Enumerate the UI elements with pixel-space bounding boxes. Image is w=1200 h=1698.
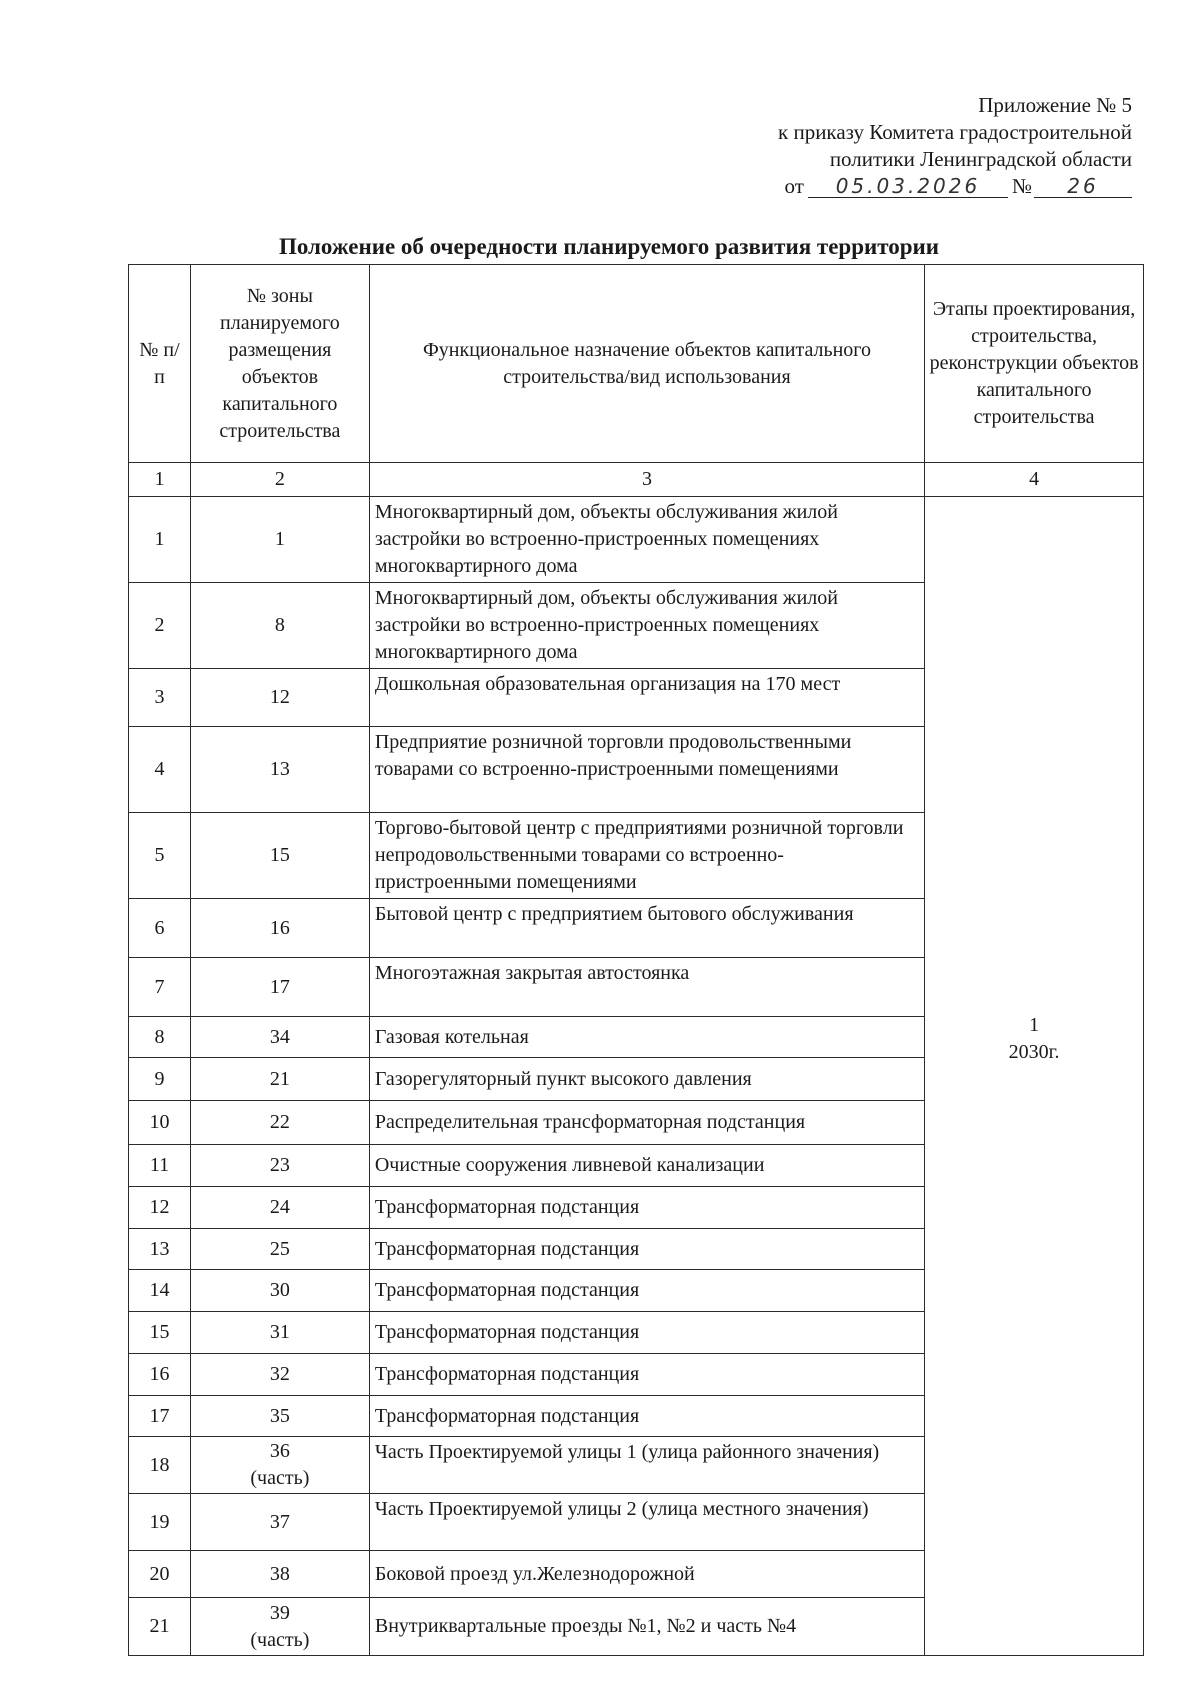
appendix-header bbox=[612, 92, 1132, 200]
stage-cell bbox=[925, 497, 1144, 1656]
zone-number: 39 bbox=[269, 1601, 290, 1624]
row-number: 6 bbox=[129, 899, 191, 958]
function-text: Внутриквартальные проезды №1, №2 и часть №4 bbox=[369, 1598, 924, 1656]
order-number: 26 bbox=[1034, 175, 1132, 198]
function-text: Газовая котельная bbox=[369, 1017, 924, 1058]
column-number: 1 bbox=[129, 463, 191, 497]
function-text: Многоэтажная закрытая автостоянка bbox=[369, 958, 924, 1017]
function-text: Торгово-бытовой центр с предприятиями розничной торговли непродовольственными товарами со встроенно-пристроенными помещениями bbox=[369, 813, 924, 899]
zone-note: (часть) bbox=[250, 1628, 310, 1651]
zone-number: 23 bbox=[190, 1145, 369, 1187]
zone-number: 1 bbox=[190, 497, 369, 583]
row-number: 2 bbox=[129, 583, 191, 669]
column-number: 2 bbox=[190, 463, 369, 497]
row-number: 5 bbox=[129, 813, 191, 899]
function-text: Трансформаторная подстанция bbox=[369, 1396, 924, 1437]
zone-number: 30 bbox=[190, 1270, 369, 1312]
row-number: 19 bbox=[129, 1494, 191, 1551]
zone-number: 34 bbox=[190, 1017, 369, 1058]
table-row bbox=[129, 497, 1144, 583]
function-text: Боковой проезд ул.Железнодорожной bbox=[369, 1551, 924, 1598]
zone-number: 35 bbox=[190, 1396, 369, 1437]
zone-number: 37 bbox=[190, 1494, 369, 1551]
stage-number: 1 bbox=[1029, 1014, 1040, 1036]
zone-number: 8 bbox=[190, 583, 369, 669]
col-header-zone: № зоны планируемого размещения объектов капитального строительства bbox=[190, 265, 369, 463]
row-number: 17 bbox=[129, 1396, 191, 1437]
row-number: 16 bbox=[129, 1354, 191, 1396]
zone-number: 24 bbox=[190, 1187, 369, 1229]
zone-note: (часть) bbox=[250, 1467, 310, 1489]
development-stages-table bbox=[128, 264, 1144, 1656]
column-number: 3 bbox=[369, 463, 924, 497]
zone-number: 16 bbox=[190, 899, 369, 958]
row-number: 9 bbox=[129, 1058, 191, 1101]
number-prefix: № bbox=[1011, 174, 1032, 198]
column-numbers-row bbox=[129, 463, 1144, 497]
function-text: Распределительная трансформаторная подстанция bbox=[369, 1101, 924, 1145]
function-text: Многоквартирный дом, объекты обслуживания жилой застройки во встроенно-пристроенных помещениях многоквартирного дома bbox=[369, 583, 924, 669]
order-reference-line: к приказу Комитета градостроительной bbox=[778, 120, 1132, 144]
col-header-number: № п/п bbox=[129, 265, 191, 463]
function-text: Трансформаторная подстанция bbox=[369, 1312, 924, 1354]
function-text: Часть Проектируемой улицы 1 (улица районного значения) bbox=[369, 1437, 924, 1494]
zone-number: 17 bbox=[190, 958, 369, 1017]
zone-cell bbox=[190, 1437, 369, 1494]
row-number: 12 bbox=[129, 1187, 191, 1229]
zone-number: 21 bbox=[190, 1058, 369, 1101]
order-date-line bbox=[612, 173, 1132, 200]
row-number: 20 bbox=[129, 1551, 191, 1598]
row-number: 13 bbox=[129, 1229, 191, 1270]
row-number: 10 bbox=[129, 1101, 191, 1145]
row-number: 21 bbox=[129, 1598, 191, 1656]
zone-number: 22 bbox=[190, 1101, 369, 1145]
row-number: 3 bbox=[129, 669, 191, 727]
appendix-label: Приложение № 5 bbox=[978, 93, 1132, 117]
function-text: Очистные сооружения ливневой канализации bbox=[369, 1145, 924, 1187]
function-text: Часть Проектируемой улицы 2 (улица местного значения) bbox=[369, 1494, 924, 1551]
zone-number: 12 bbox=[190, 669, 369, 727]
zone-number: 38 bbox=[190, 1551, 369, 1598]
row-number: 14 bbox=[129, 1270, 191, 1312]
zone-number: 31 bbox=[190, 1312, 369, 1354]
committee-line: политики Ленинградской области bbox=[829, 147, 1132, 171]
zone-number: 36 bbox=[269, 1440, 290, 1462]
row-number: 4 bbox=[129, 727, 191, 813]
table-header-row bbox=[129, 265, 1144, 463]
document-title: Положение об очередности планируемого развития территории bbox=[278, 234, 940, 259]
function-text: Трансформаторная подстанция bbox=[369, 1187, 924, 1229]
row-number: 1 bbox=[129, 497, 191, 583]
function-text: Предприятие розничной торговли продовольственными товарами со встроенно-пристроенными помещениями bbox=[369, 727, 924, 813]
row-number: 7 bbox=[129, 958, 191, 1017]
zone-number: 15 bbox=[190, 813, 369, 899]
function-text: Дошкольная образовательная организация на 170 мест bbox=[369, 669, 924, 727]
row-number: 8 bbox=[129, 1017, 191, 1058]
row-number: 15 bbox=[129, 1312, 191, 1354]
col-header-stages: Этапы проектирования, строительства, реконструкции объектов капитального строительства bbox=[925, 265, 1144, 463]
zone-number: 32 bbox=[190, 1354, 369, 1396]
date-prefix: от bbox=[784, 174, 804, 198]
zone-number: 25 bbox=[190, 1229, 369, 1270]
row-number: 11 bbox=[129, 1145, 191, 1187]
function-text: Трансформаторная подстанция bbox=[369, 1229, 924, 1270]
zone-cell bbox=[190, 1598, 369, 1656]
function-text: Газорегуляторный пункт высокого давления bbox=[369, 1058, 924, 1101]
row-number: 18 bbox=[129, 1437, 191, 1494]
zone-number: 13 bbox=[190, 727, 369, 813]
function-text: Многоквартирный дом, объекты обслуживания жилой застройки во встроенно-пристроенных помещениях многоквартирного дома bbox=[369, 497, 924, 583]
column-number: 4 bbox=[925, 463, 1144, 497]
function-text: Бытовой центр с предприятием бытового обслуживания bbox=[369, 899, 924, 958]
stage-year: 2030г. bbox=[1008, 1041, 1060, 1063]
col-header-function: Функциональное назначение объектов капитального строительства/вид использования bbox=[369, 265, 924, 463]
function-text: Трансформаторная подстанция bbox=[369, 1270, 924, 1312]
function-text: Трансформаторная подстанция bbox=[369, 1354, 924, 1396]
order-date: 05.03.2026 bbox=[808, 175, 1008, 198]
